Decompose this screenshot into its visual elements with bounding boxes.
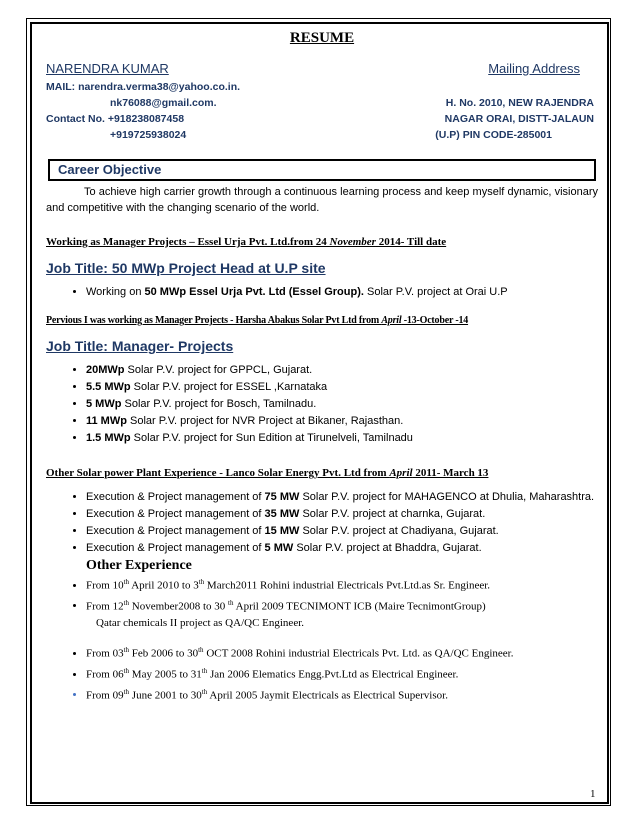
other-list [46, 642, 598, 704]
address-line-3: (U.P) PIN CODE-285001 [435, 129, 552, 141]
page-number: 1 [590, 788, 596, 800]
header-row-2 [46, 95, 598, 111]
job-title-harsha: Job Title: Manager- Projects [46, 338, 234, 354]
header-row-3 [46, 111, 598, 127]
list-item: • 1.5 MWp Solar P.V. project for Sun Edition at Tirunelveli, Tamilnadu [86, 430, 598, 447]
contact-line-1: Contact No. +918238087458 [46, 113, 185, 125]
list-item: • 5.5 MWp Solar P.V. project for ESSEL ,Karnataka [86, 379, 598, 396]
job-title-essel: Job Title: 50 MWp Project Head at U.P site [46, 260, 326, 276]
work-heading-lanco: Other Solar power Plant Experience - Lanco Solar Energy Pvt. Ltd from April 2011- March 13 [46, 467, 489, 479]
list-item: • Execution & Project management of 75 MW Solar P.V. project for MAHAGENCO at Dhulia, Maharashtra. [86, 489, 598, 506]
list-item: • From 12th November2008 to 30 $^{th}$ April 2009 TECNIMONT ICB (Maire TecnimontGroup) Qatar chemicals II project as QA/QC Engineer. [86, 595, 598, 633]
candidate-name: NARENDRA KUMAR [46, 61, 169, 76]
address-line-2: NAGAR ORAI, DISTT-JALAUN [444, 113, 594, 125]
other-experience-heading: Other Experience [86, 558, 192, 573]
resume-title: RESUME [289, 30, 355, 46]
list-item: • Execution & Project management of 35 MW Solar P.V. project at charnka, Gujarat. [86, 506, 598, 523]
list-item: • 11 MWp Solar P.V. project for NVR Project at Bikaner, Rajasthan. [86, 413, 598, 430]
list-item: • Execution & Project management of 5 MW Solar P.V. project at Bhaddra, Gujarat. [86, 540, 598, 557]
list-item: • Working on 50 MWp Essel Urja Pvt. Ltd (Essel Group). Solar P.V. project at Orai U.P [86, 284, 598, 301]
mail-line-1: MAIL: narendra.verma38@yahoo.co.in. [46, 81, 241, 93]
harsha-list [46, 362, 598, 447]
work-heading-essel: Working as Manager Projects – Essel Urja Pvt. Ltd.from 24 November 2014- Till date [46, 236, 447, 248]
list-item: • 20MWp Solar P.V. project for GPPCL, Gujarat. [86, 362, 598, 379]
mailing-address-title: Mailing Address [488, 61, 580, 76]
lanco-list [46, 489, 598, 632]
header-row-4 [46, 127, 598, 143]
exp2-continuation: Qatar chemicals II project as QA/QC Engineer. [96, 617, 305, 630]
list-item: • From 06th May 2005 to 31th Jan 2006 Elematics Engg.Pvt.Ltd as Electrical Engineer. [86, 663, 598, 684]
list-item: • From 10th April 2010 to 3th March2011 Rohini industrial Electricals Pvt.Ltd.as Sr. Engineer. [86, 574, 598, 595]
list-item: • Execution & Project management of 15 MW Solar P.V. project at Chadiyana, Gujarat. [86, 523, 598, 540]
career-objective-text: To achieve high carrier growth through a continuous learning process and keep myself dynamic, visionary and competitive with the changing scenario of the world. [46, 186, 598, 214]
address-line-1: H. No. 2010, NEW RAJENDRA [445, 97, 594, 109]
header-row-1 [46, 79, 598, 95]
header-names [46, 61, 598, 76]
list-item: • From 03th Feb 2006 to 30th OCT 2008 Rohini industrial Electricals Pvt. Ltd. as QA/QC Engineer. [86, 642, 598, 663]
contact-line-2: +919725938024 [110, 129, 187, 141]
work-heading-harsha: Pervious I was working as Manager Projects - Harsha Abakus Solar Pvt Ltd from April -13-October -14 [46, 315, 469, 326]
list-item: • 5 MWp Solar P.V. project for Bosch, Tamilnadu. [86, 396, 598, 413]
career-objective-heading: Career Objective [48, 159, 596, 181]
resume-content [46, 30, 598, 704]
essel-list [46, 284, 598, 301]
list-item: • From 09th June 2001 to 30th April 2005 Jaymit Electricals as Electrical Supervisor. [86, 684, 598, 705]
mail-line-2: nk76088@gmail.com. [110, 97, 217, 109]
